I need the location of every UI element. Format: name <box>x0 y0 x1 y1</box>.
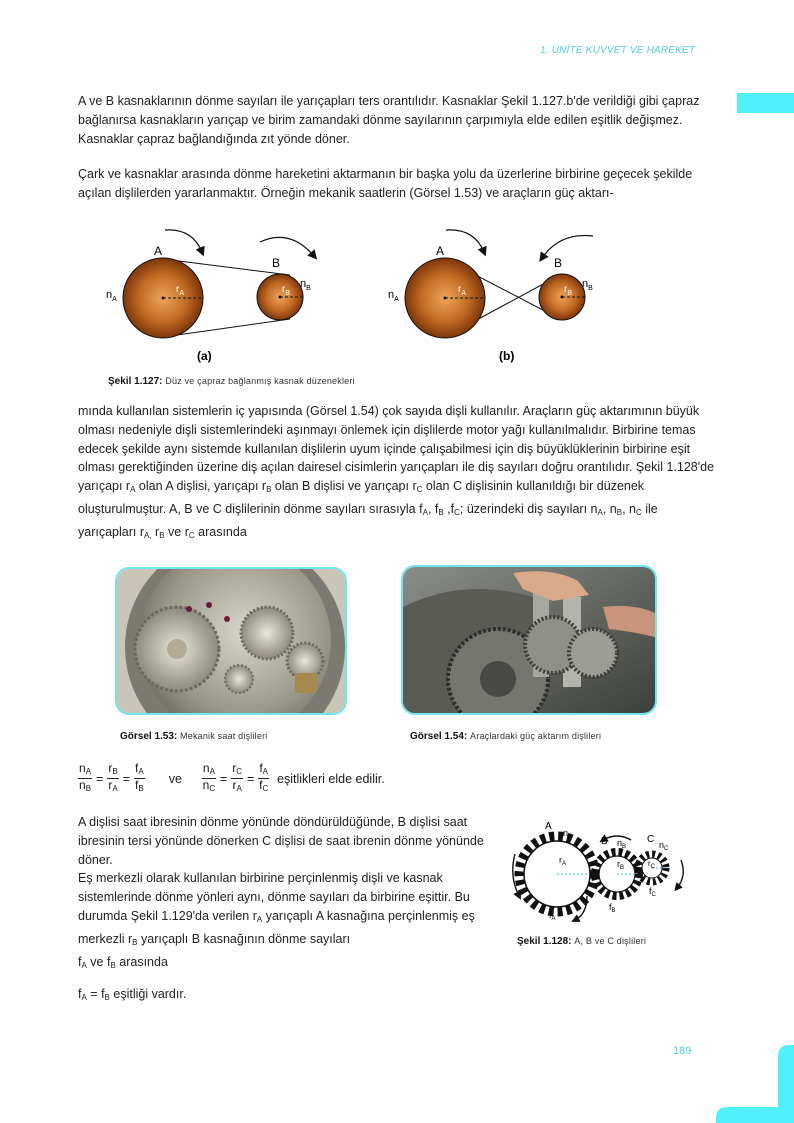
svg-text:B: B <box>554 256 563 270</box>
photo-watch-gears <box>115 567 347 715</box>
unit-header: 1. ÜNİTE KUVVET VE HAREKET <box>540 45 696 56</box>
figure-127-caption: Şekil 1.127: Düz ve çapraz bağlanmış kasnak düzenekleri <box>108 376 355 387</box>
label-a: A <box>154 244 163 258</box>
svg-text:rA: $r_A$ <box>458 284 467 297</box>
label-b: B <box>272 256 281 270</box>
svg-text:rB: $r_B$ <box>282 284 291 297</box>
svg-text:nB: $n_B$ <box>300 278 311 292</box>
svg-text:rB: $r_B$ <box>564 284 573 297</box>
panel-a-straight-belt <box>106 230 314 363</box>
gear-diagram <box>505 818 695 928</box>
svg-text:fB: $f_B$ <box>609 902 616 914</box>
paragraph-gears-intro: Çark ve kasnaklar arasında dönme hareketini aktarmanın bir başka yolu da üzerlerine birbirine geçecek şekilde açılan dişlilerden yararlanmaktır. Örneğin mekanik saatlerin (Görsel 1.53) ve araçların güç aktarı- <box>78 167 693 200</box>
svg-text:fA: $f_A$ <box>549 910 556 922</box>
svg-text:rA: $r_A$ <box>176 284 185 297</box>
panel-b-label: (b) <box>499 349 515 363</box>
svg-text:nC: $n_C$ <box>659 840 669 852</box>
gear-a <box>519 836 595 912</box>
svg-text:B: B <box>601 836 608 847</box>
pulley-diagram <box>100 222 620 372</box>
side-tab-marker <box>737 93 794 113</box>
corner-bar-horizontal <box>716 1107 794 1123</box>
photo-154-caption: Görsel 1.54: Araçlardaki güç aktarım dişlileri <box>410 731 602 742</box>
paragraph-gear-directions: A dişlisi saat ibresinin dönme yönünde döndürüldüğünde, B dişlisi saat ibresinin tersi yönünde dönerken C dişlisi de saat ibrenin dönme yönünde döner. Eş merkezli olarak kullanılan birbirine perçinlenmiş dişli ve kasnak sistemlerinde dönme yönleri aynı, dönme sayıları da birbirine eşittir. Bu durumda Şekil 1.129'da verilen $r_A$ yarıçaplı A kasnağına perçinlenmiş eş merkezli $r_B$ yarıçaplı B kasnağının dönme sayıları $f_A$ ve $f_B$ arasında <box>78 815 484 970</box>
figure-128-caption: Şekil 1.128: A, B ve C dişlileri <box>517 936 647 947</box>
svg-text:nA: $n_A$ <box>106 289 117 303</box>
panel-b-crossed-belt <box>388 230 593 363</box>
svg-text:C: C <box>647 834 655 845</box>
paragraph-gear-relations: mında kullanılan sistemlerin iç yapısında (Görsel 1.54) çok sayıda dişli kullanılır. Araçların güç aktarımının büyük olması nedeniyle dişli sistemlerindeki aşınmayı önlemek için dişlilerde motor yağı kullanılmalıdır. Birbirine temas edecek şekilde aynı sistemde kullanılan dişlilerin uyum içinde çalışabilmesi için diş büyüklüklerinin birbirine eşit olması gerektiğinden üzerine diş açılan dairesel cisimlerin yarıçapları ile diş sayıları doğru orantılıdır. Şekil 1.128'de yarıçapı $r_A$ olan A dişlisi, yarıçapı $r_B$ olan B dişlisi ve yarıçapı $r_C$ olan C dişlisinin kullanıldığı bir düzenek oluşturulmuştur. A, B ve C dişlilerinin dönme sayıları sırasıyla $f_A$, $f_B$ $,f_C$; üzerindeki diş sayıları $n_A$, $n_B$, $n_C$ ile yarıçapları $r_{A,}$ $r_B$ ve $r_C$ arasında <box>78 404 715 540</box>
svg-text:nB: $n_B$ <box>617 838 627 850</box>
svg-text:nB: $n_B$ <box>582 278 593 292</box>
photo-153-caption: Görsel 1.53: Mekanik saat dişlileri <box>120 731 268 742</box>
page-number: 189 <box>673 1045 692 1057</box>
photo-gearbox <box>401 565 657 715</box>
svg-text:A: A <box>436 244 445 258</box>
ratio-equation: $\frac{n_A}{n_B}$ = $\frac{r_B}{r_A}$ = $\frac{f_A}{f_B}$ ve $\frac{n_A}{n_C}$ = $\frac{r_C}{r_A}$ = $\frac{f_A}{f_C}$ eşitlikleri elde edilir. <box>79 761 385 793</box>
paragraph-pulley-direction: A ve B kasnaklarının dönme sayıları ile yarıçapları ters orantılıdır. Kasnaklar Şekil 1.127.b'de verildiği gibi çapraz bağlanırsa kasnakların yarıçap ve birim zamandaki dönme sayılarının çarpımıyla elde edilen eşitlik değişmez. Kasnaklar çapraz bağlandığında zıt yönde döner. <box>78 94 700 146</box>
paragraph-equal-frequency: $f_A = f_B$ eşitliği vardır. <box>78 987 187 1002</box>
svg-text:rC: $r_C$ <box>648 859 656 870</box>
svg-text:nA: $n_A$ <box>388 289 399 303</box>
svg-text:rA: $r_A$ <box>559 855 567 867</box>
svg-text:rB: $r_B$ <box>617 859 625 871</box>
svg-text:A: A <box>545 821 552 832</box>
svg-text:fC: $f_C$ <box>649 886 656 898</box>
svg-text:nA: $n_A$ <box>563 828 573 840</box>
panel-a-label: (a) <box>197 349 212 363</box>
